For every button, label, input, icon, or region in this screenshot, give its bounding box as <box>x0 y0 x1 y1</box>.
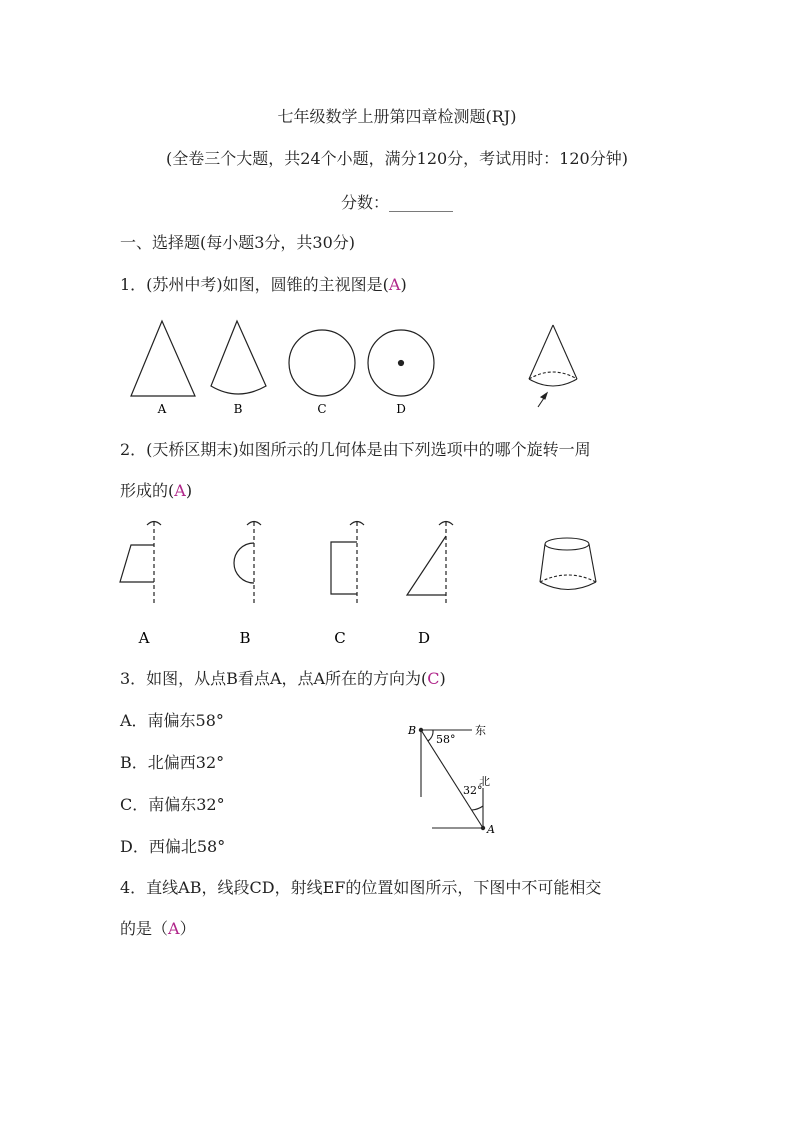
q1-cone-3d <box>529 325 577 386</box>
question-1-stem: 1．(苏州中考)如图，圆锥的主视图是( <box>120 275 389 294</box>
q3-option-d: D．西偏北58° <box>120 837 226 856</box>
question-3-close: ) <box>439 669 446 688</box>
question-4-answer: A <box>168 919 180 938</box>
q3-angle-58: 58° <box>436 733 456 746</box>
question-2-answer: A <box>174 481 186 500</box>
question-2-close: ) <box>185 481 193 500</box>
q3-option-a: A．南偏东58° <box>120 711 224 730</box>
q1-label-a: A <box>157 402 167 416</box>
question-3-answer: C <box>427 669 440 688</box>
question-3-stem: 3．如图，从点B看点A，点A所在的方向为( <box>120 669 428 688</box>
question-4-stem2: 的是（ <box>120 919 169 938</box>
exam-info: (全卷三个大题，共24个小题，满分120分，考试用时：120分钟) <box>166 149 628 168</box>
q3-angle-32: 32° <box>463 784 483 797</box>
q1-option-a-triangle <box>131 321 195 396</box>
question-4-close: ） <box>179 919 196 938</box>
q1-option-c-circle <box>289 330 355 396</box>
question-4 <box>120 877 601 899</box>
q2-option-b-semicircle <box>234 522 261 606</box>
question-1-close: ) <box>400 275 407 294</box>
question-2-stem2: 形成的( <box>120 481 175 500</box>
question-4-stem: 4．直线AB，线段CD，射线EF的位置如图所示，下图中不可能相交 <box>120 878 602 897</box>
q1-option-d-circle-dot <box>368 330 434 396</box>
q2-option-d-triangle <box>407 522 453 606</box>
viewing-arrow-icon <box>538 393 547 407</box>
q2-option-a-trapezoid <box>120 522 161 606</box>
q2-label-a: A <box>138 629 150 647</box>
question-2-line2 <box>120 480 192 502</box>
question-2-stem: 2．(天桥区期末)如图所示的几何体是由下列选项中的哪个旋转一周 <box>120 440 591 459</box>
q3-point-a-marker <box>481 826 485 830</box>
score-field: 分数：________ <box>340 193 453 212</box>
q2-label-c: C <box>334 629 346 647</box>
q2-option-c-rectangle <box>331 522 364 606</box>
q3-option-b: B．北偏西32° <box>120 753 225 772</box>
q3-label-a: A <box>487 823 495 836</box>
q3-option-c: C．南偏东32° <box>120 795 225 814</box>
question-1-answer: A <box>388 275 401 294</box>
question-2 <box>120 439 591 461</box>
q1-label-c: C <box>317 402 327 416</box>
q3-point-b-marker <box>419 728 423 732</box>
q1-option-b-cone-front <box>211 321 266 394</box>
q3-label-b: B <box>408 724 417 737</box>
section-title: 一、选择题(每小题3分，共30分) <box>120 233 356 252</box>
q2-label-d: D <box>417 629 431 647</box>
q3-label-east: 东 <box>475 724 486 737</box>
page-title: 七年级数学上册第四章检测题(RJ) <box>277 107 517 126</box>
q3-label-north: 北 <box>479 775 490 788</box>
question-4-line2 <box>120 918 196 940</box>
q1-label-b: B <box>233 402 243 416</box>
q1-label-d: D <box>396 402 406 416</box>
q2-frustum-3d <box>540 538 596 590</box>
q2-label-b: B <box>239 629 251 647</box>
question-3 <box>120 668 446 690</box>
